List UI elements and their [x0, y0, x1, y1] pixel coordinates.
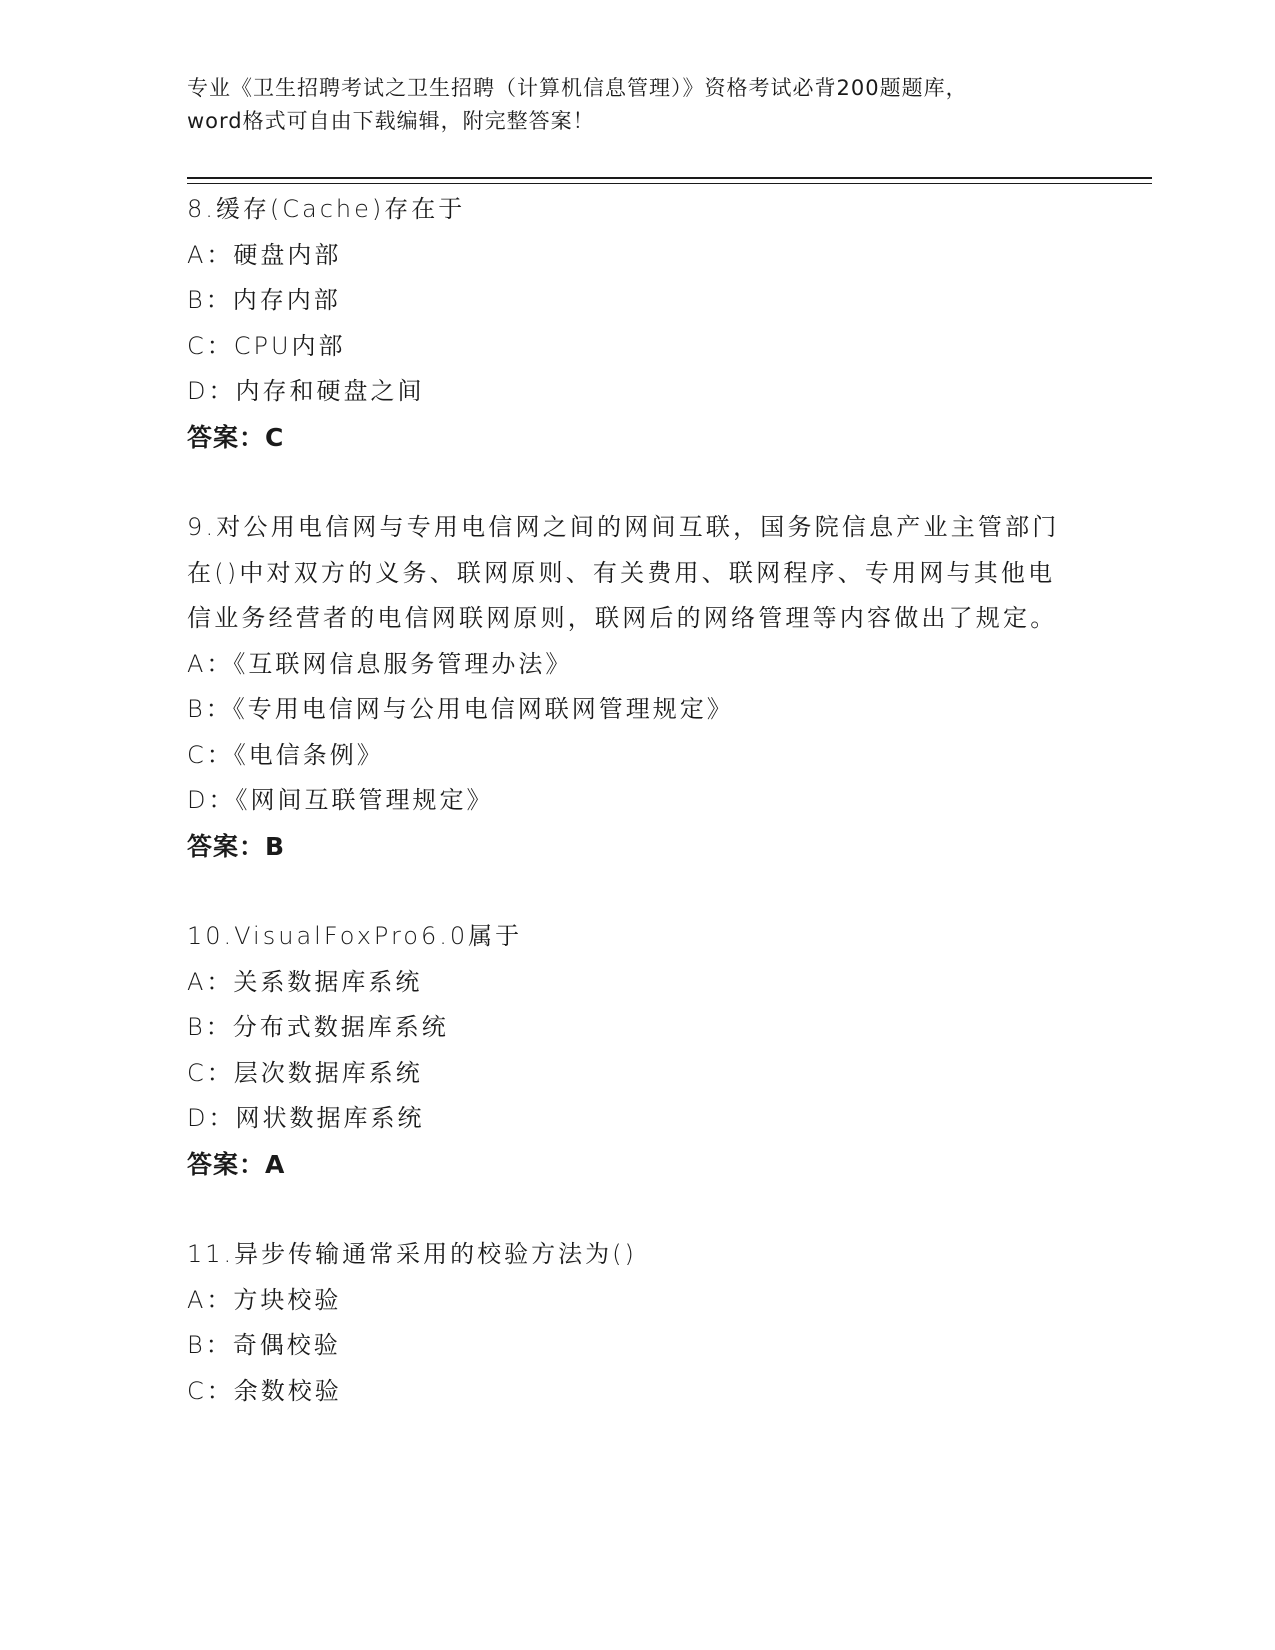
header-line-1: 专业《卫生招聘考试之卫生招聘（计算机信息管理）》资格考试必背200题题库，	[187, 76, 968, 100]
option-d: D：网状数据库系统	[187, 1104, 425, 1132]
option-c: C：余数校验	[187, 1376, 342, 1405]
question-8	[187, 187, 1087, 460]
question-list	[187, 187, 1087, 1459]
option-b: B：《专用电信网与公用电信网联网管理规定》	[187, 695, 734, 723]
option-c: C：《电信条例》	[187, 740, 384, 769]
question-11	[187, 1232, 1087, 1414]
option-b: B：分布式数据库系统	[187, 1013, 449, 1041]
option-b: B：内存内部	[187, 286, 341, 314]
option-b: B：奇偶校验	[187, 1331, 341, 1359]
question-stem: 8.缓存(Cache)存在于	[187, 195, 466, 223]
question-stem: 11.异步传输通常采用的校验方法为()	[187, 1240, 637, 1268]
header-divider-thin	[187, 183, 1152, 184]
answer: 答案：B	[187, 831, 286, 861]
option-a: A：硬盘内部	[187, 240, 342, 269]
header-line-2: word格式可自由下载编辑，附完整答案！	[187, 109, 595, 133]
question-stem: 10.VisualFoxPro6.0属于	[187, 922, 523, 950]
option-a: A：关系数据库系统	[187, 967, 423, 996]
answer: 答案：A	[187, 1149, 286, 1179]
option-a: A：方块校验	[187, 1285, 342, 1314]
option-a: A：《互联网信息服务管理办法》	[187, 649, 573, 678]
option-d: D：内存和硬盘之间	[187, 377, 425, 405]
question-stem: 9.对公用电信网与专用电信网之间的网间互联，国务院信息产业主管部门在()中对双方的义务、联网原则、有关费用、联网程序、专用网与其他电信业务经营者的电信网联网原则，联网后的网络管理等内容做出了规定。	[187, 513, 1060, 632]
header-divider-thick	[187, 177, 1152, 179]
document-header	[187, 72, 1067, 138]
question-10	[187, 914, 1087, 1187]
option-d: D：《网间互联管理规定》	[187, 786, 494, 814]
option-c: C：层次数据库系统	[187, 1058, 423, 1087]
answer: 答案：C	[187, 422, 285, 452]
question-9	[187, 505, 1087, 869]
option-c: C：CPU内部	[187, 331, 346, 360]
